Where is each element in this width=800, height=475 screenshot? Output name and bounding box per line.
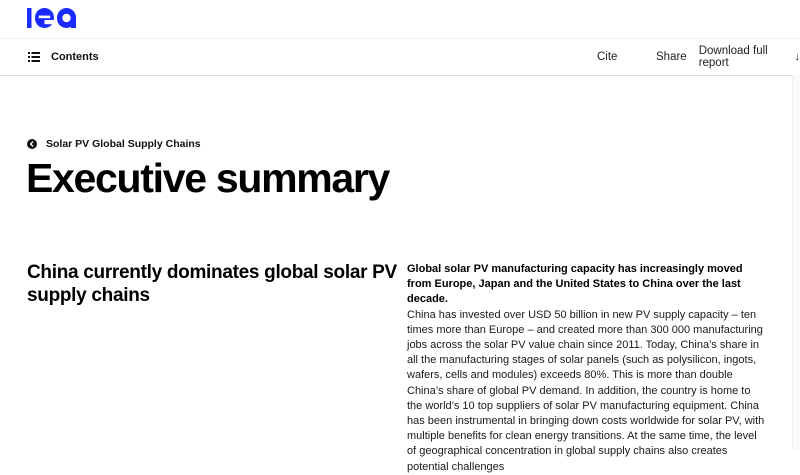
lead-paragraph: Global solar PV manufacturing capacity has increasingly moved from Europe, Japan and the United States to China over the last decade. <box>407 262 767 308</box>
section-heading: China currently dominates global solar PV supply chains <box>27 261 399 307</box>
contents-button[interactable] <box>28 39 99 75</box>
page-title: Executive summary <box>26 152 389 204</box>
page-scrollbar[interactable] <box>792 75 800 450</box>
download-arrow-icon: ↓ <box>795 51 800 63</box>
contents-label: Contents <box>51 51 99 63</box>
back-arrow-icon <box>27 139 37 149</box>
download-full-report-label[interactable]: Download full report <box>699 45 791 69</box>
breadcrumb-label[interactable]: Solar PV Global Supply Chains <box>46 138 201 150</box>
body-paragraph: China has invested over USD 50 billion in new PV supply capacity – ten times more than Europe – and created more than 300 000 manufacturing jobs across the solar PV value chain since 2011. Today, China’s share in all the manufacturing stages of solar panels (such as polysilicon, ingots, wafers, cells and modules) exceeds 80%. This is more than double China’s share of global PV demand. In addition, the country is home to the world’s 10 top suppliers of solar PV manufacturing equipment. China has been instrumental in bringing down costs worldwide for solar PV, with multiple benefits for clean energy transitions. At the same time, the level of geographical concentration in global supply chains also creates potential challenges <box>407 308 767 475</box>
report-nav-bar <box>0 38 800 76</box>
section-body <box>407 262 767 475</box>
iea-logo[interactable] <box>27 6 77 28</box>
cite-button[interactable]: Cite <box>597 39 617 75</box>
breadcrumb[interactable] <box>27 137 201 151</box>
list-icon <box>28 52 40 62</box>
share-download-link[interactable] <box>656 39 800 75</box>
top-header <box>0 0 800 38</box>
share-label[interactable]: Share <box>656 51 687 63</box>
